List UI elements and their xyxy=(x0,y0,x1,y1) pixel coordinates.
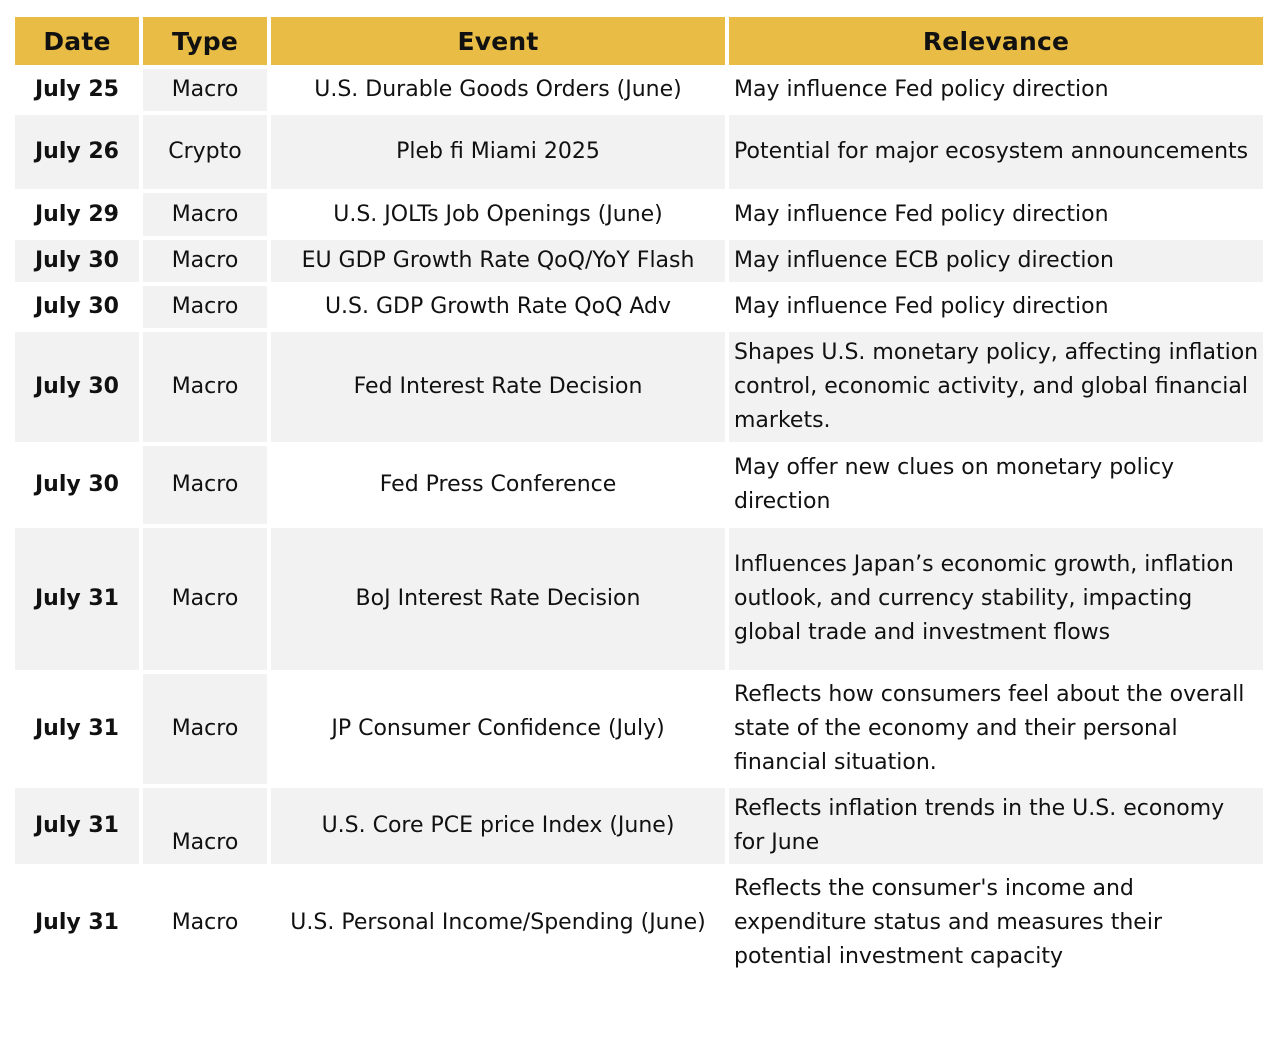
table-row xyxy=(15,332,1263,442)
relevance-cell: May influence Fed policy direction xyxy=(729,193,1263,236)
date-cell: July 31 xyxy=(15,788,139,864)
date-cell: July 26 xyxy=(15,115,139,189)
date-cell: July 31 xyxy=(15,868,139,978)
type-cell: Macro xyxy=(143,193,267,236)
relevance-cell: May influence Fed policy direction xyxy=(729,286,1263,328)
date-cell: July 31 xyxy=(15,528,139,670)
event-cell: U.S. Personal Income/Spending (June) xyxy=(271,868,725,978)
relevance-cell: Shapes U.S. monetary policy, affecting inflation control, economic activity, and global financial markets. xyxy=(729,332,1263,442)
table-row xyxy=(15,193,1263,236)
event-cell: U.S. JOLTs Job Openings (June) xyxy=(271,193,725,236)
type-cell: Crypto xyxy=(143,115,267,189)
date-cell: July 30 xyxy=(15,286,139,328)
event-cell: Fed Press Conference xyxy=(271,446,725,524)
type-cell: Macro xyxy=(143,868,267,978)
event-cell: U.S. GDP Growth Rate QoQ Adv xyxy=(271,286,725,328)
relevance-cell: Influences Japan’s economic growth, inflation outlook, and currency stability, impacting global trade and investment flows xyxy=(729,528,1263,670)
header-type: Type xyxy=(143,17,267,65)
date-cell: July 30 xyxy=(15,446,139,524)
date-cell: July 31 xyxy=(15,674,139,784)
type-cell: Macro xyxy=(143,286,267,328)
relevance-cell: May influence ECB policy direction xyxy=(729,240,1263,282)
event-cell: U.S. Core PCE price Index (June) xyxy=(271,788,725,864)
event-cell: Pleb fi Miami 2025 xyxy=(271,115,725,189)
event-cell: U.S. Durable Goods Orders (June) xyxy=(271,69,725,111)
type-cell: Macro xyxy=(143,69,267,111)
header-event: Event xyxy=(271,17,725,65)
type-cell: Macro xyxy=(143,446,267,524)
event-cell: BoJ Interest Rate Decision xyxy=(271,528,725,670)
header-row xyxy=(15,17,1263,65)
header-date: Date xyxy=(15,17,139,65)
table-row xyxy=(15,286,1263,328)
date-cell: July 25 xyxy=(15,69,139,111)
date-cell: July 29 xyxy=(15,193,139,236)
table-row xyxy=(15,69,1263,111)
type-cell: Macro xyxy=(143,674,267,784)
relevance-cell: Reflects the consumer's income and expenditure status and measures their potential investment capacity xyxy=(729,868,1263,978)
table-row xyxy=(15,528,1263,670)
date-cell: July 30 xyxy=(15,332,139,442)
table-row xyxy=(15,674,1263,784)
type-cell: Macro xyxy=(143,240,267,282)
header-relevance: Relevance xyxy=(729,17,1263,65)
relevance-cell: Reflects how consumers feel about the overall state of the economy and their personal financial situation. xyxy=(729,674,1263,784)
relevance-cell: May influence Fed policy direction xyxy=(729,69,1263,111)
type-cell: Macro xyxy=(143,528,267,670)
date-cell: July 30 xyxy=(15,240,139,282)
relevance-cell: Reflects inflation trends in the U.S. economy for June xyxy=(729,788,1263,864)
type-cell: Macro xyxy=(143,788,267,864)
event-cell: JP Consumer Confidence (July) xyxy=(271,674,725,784)
event-cell: EU GDP Growth Rate QoQ/YoY Flash xyxy=(271,240,725,282)
relevance-cell: May offer new clues on monetary policy direction xyxy=(729,446,1263,524)
event-cell: Fed Interest Rate Decision xyxy=(271,332,725,442)
table-row xyxy=(15,240,1263,282)
table-row xyxy=(15,446,1263,524)
table-row xyxy=(15,868,1263,978)
events-calendar-table xyxy=(11,13,1267,982)
table-row xyxy=(15,788,1263,864)
table-row xyxy=(15,115,1263,189)
relevance-cell: Potential for major ecosystem announcements xyxy=(729,115,1263,189)
type-cell: Macro xyxy=(143,332,267,442)
